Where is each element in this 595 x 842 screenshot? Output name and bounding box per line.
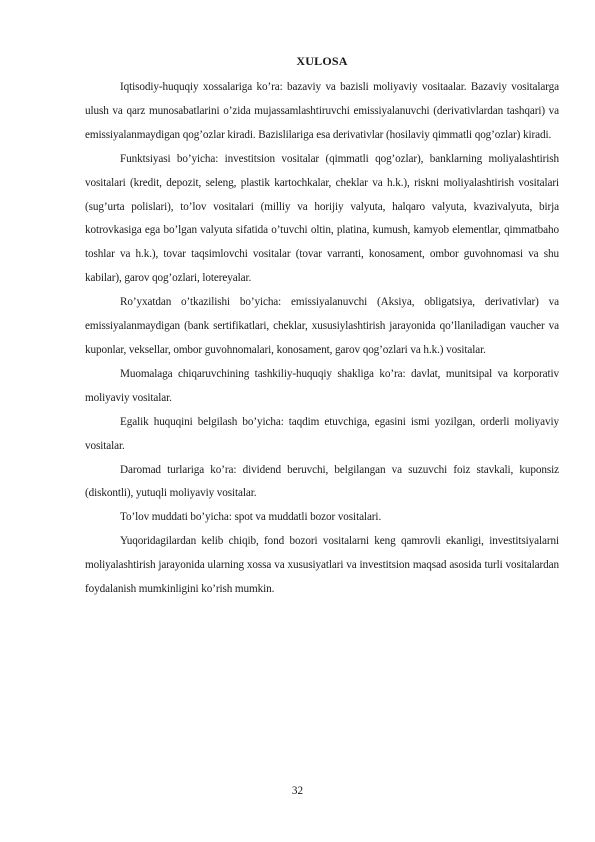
document-body [85,54,559,602]
page-number: 32 [291,785,304,797]
paragraph-classification-income-type: Daromad turlariga ko’ra: dividend beruvchi, belgilangan va suzuvchi foiz stavkali, kuponsiz (diskontli), yutuqli moliyaviy vositalar. [85,463,559,500]
document-title: XULOSA [296,54,348,68]
paragraph-conclusion: Yuqoridagilardan kelib chiqib, fond bozori vositalarni keng qamrovli ekanligi, investitsiyalarni moliyalashtirish jarayonida ularning xossa va xususiyatlari va investitsion maqsad asosida turli vositalardan foydalanish mumkinligini ko’rish mumkin. [85,535,559,596]
paragraph-classification-economic-legal: Iqtisodiy-huquqiy xossalariga ko’ra: bazaviy va bazisli moliyaviy vositaalar. Bazaviy vositalarga ulush va qarz munosabatlarini o’zida mujassamlashtiruvchi emissiyalanuvchi (derivativlardan tashqari) va emissiyalanmaydigan qog’ozlar kiradi. Bazislilariga esa derivativlar (hosilaviy qimmatli qog’ozlar) kiradi. [85,81,559,141]
paragraph-classification-issuer-form: Muomalaga chiqaruvchining tashkiliy-huquqiy shakliga ko’ra: davlat, munitsipal va korporativ moliyaviy vositalar. [85,367,559,404]
paragraph-classification-payment-term: To’lov muddati bo’yicha: spot va muddatli bozor vositalari. [120,511,382,524]
paragraph-classification-function: Funktsiyasi bo’yicha: investitsion vositalar (qimmatli qog’ozlar), banklarning moliyalashtirish vositalari (kredit, depozit, seleng, plastik kartochkalar, cheklar va h.k.), riskni moliyalashtirish vositalari (sug’urta polislari), to’lov vositalari (milliy va horijiy valyuta, halqaro valyuta, kvazivalyuta, birja kotrovkasiga ega bo’lgan valyuta sifatida o’tuvchi oltin, platina, kumush, kamyob elementlar, qimmatbaho toshlar va h.k.), tovar taqsimlovchi vositalar (tovar varranti, konosament, ombor guvohnomasi va shu kabilar), garov qog’ozlari, lotereyalar. [85,152,559,285]
paragraph-classification-ownership: Egalik huquqini belgilash bo’yicha: taqdim etuvchiga, egasini ismi yozilgan, orderli moliyaviy vositalar. [85,415,559,452]
paragraph-classification-registration: Ro’yxatdan o’tkazilishi bo’yicha: emissiyalanuvchi (Aksiya, obligatsiya, derivativlar) va emissiyalanmaydigan (bank sertifikatlari, cheklar, xususiylashtirish jarayonida qo’llaniladigan vaucher va kuponlar, veksellar, ombor guvohnomalari, konosament, garov qog’ozlari va h.k.) vositalar. [85,296,559,356]
